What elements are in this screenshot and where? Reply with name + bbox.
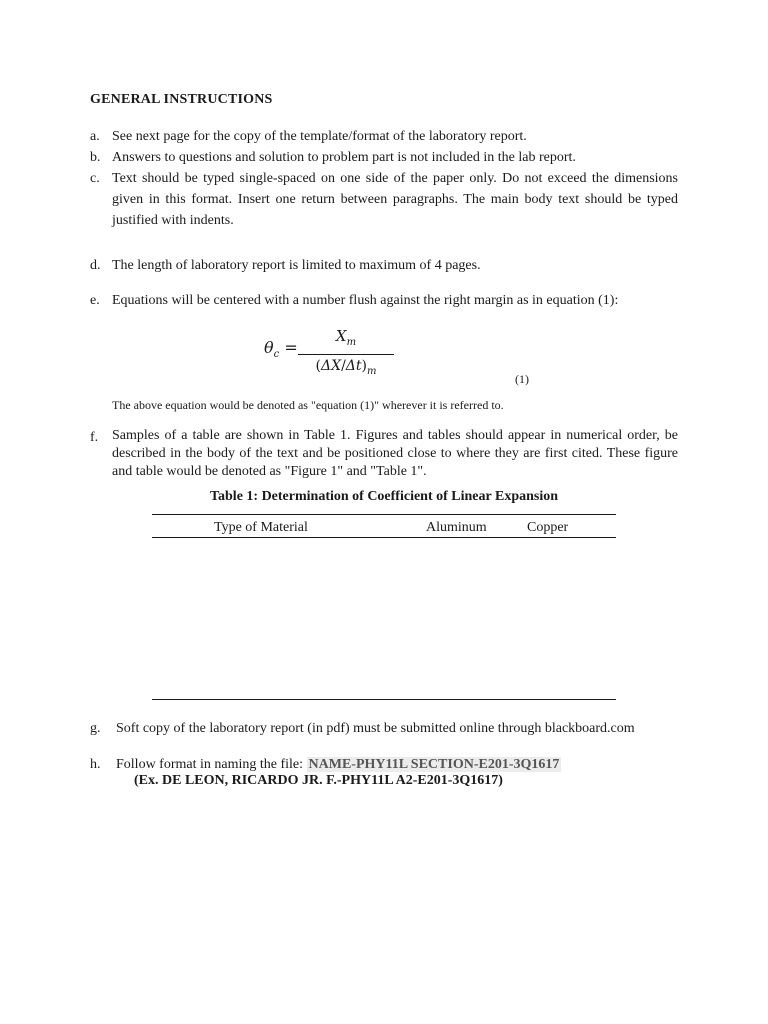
equals-sign: =	[284, 338, 298, 357]
table-header-copper: Copper	[527, 520, 569, 535]
numerator-subscript: m	[346, 337, 357, 348]
filename-example: (Ex. DE LEON, RICARDO JR. F.-PHY11L A2-E201-3Q1617)	[134, 773, 503, 788]
instruction-item-h	[90, 754, 678, 775]
equation-fraction	[298, 326, 394, 382]
item-text: Equations will be centered with a number flush against the right margin as in equation (1):	[112, 293, 619, 308]
item-marker: g.	[90, 721, 101, 736]
item-text: Text should be typed single-spaced on one side of the paper only. Do not exceed the dimensions given in this format. Insert one return between paragraphs. The main body text should be typed justified with indents.	[112, 171, 678, 228]
instruction-item-d	[90, 255, 678, 276]
item-marker: d.	[90, 258, 101, 273]
item-marker: b.	[90, 150, 101, 165]
instruction-item-g	[90, 718, 678, 739]
den-slash: /	[341, 358, 346, 374]
theta-subscript: c	[273, 349, 280, 361]
instruction-item-a	[90, 126, 678, 147]
den-close-paren: )	[361, 358, 367, 374]
item-marker: f.	[90, 430, 99, 445]
equation-numerator	[298, 326, 394, 353]
theta-symbol: θ	[264, 338, 274, 357]
item-marker: e.	[90, 293, 100, 308]
equation-number: (1)	[515, 372, 529, 386]
table-header-material: Type of Material	[214, 520, 308, 535]
section-heading: GENERAL INSTRUCTIONS	[90, 92, 273, 107]
fraction-bar	[298, 354, 394, 355]
item-text: Soft copy of the laboratory report (in pdf) must be submitted online through blackboard.com	[116, 721, 635, 736]
instruction-item-e	[90, 290, 678, 311]
filename-format: NAME-PHY11L SECTION-E201-3Q1617	[308, 757, 560, 772]
instruction-item-c	[90, 168, 678, 231]
equation-note: The above equation would be denoted as "equation (1)" wherever it is referred to.	[112, 398, 504, 412]
item-marker: h.	[90, 757, 101, 772]
table-title: Table 1: Determination of Coefficient of Linear Expansion	[209, 489, 559, 504]
den-subscript: m	[367, 365, 377, 377]
equation-lhs	[264, 338, 298, 360]
den-delta-t: Δt	[345, 358, 362, 374]
instruction-item-b	[90, 147, 678, 168]
item-text: Samples of a table are shown in Table 1. Figures and tables should appear in numerical order, be described in the body of the text and be positioned close to where they are first cited. These figure and table would be denoted as "Figure 1" and "Table 1".	[112, 428, 678, 479]
instruction-item-f	[90, 427, 678, 481]
item-text: See next page for the copy of the template/format of the laboratory report.	[112, 129, 527, 144]
numerator-symbol: X	[335, 327, 347, 345]
item-text: Answers to questions and solution to problem part is not included in the lab report.	[112, 150, 576, 165]
table-bottom-rule	[152, 699, 616, 700]
den-open-paren: (	[315, 358, 321, 374]
table-header-rule	[152, 537, 616, 538]
item-text: The length of laboratory report is limited to maximum of 4 pages.	[112, 258, 481, 273]
den-delta-x: ΔX	[320, 358, 342, 374]
table-top-rule	[152, 514, 616, 515]
item-marker: a.	[90, 129, 100, 144]
table-header-aluminum: Aluminum	[426, 520, 487, 535]
equation-denominator	[298, 356, 394, 382]
item-h-text: Follow format in naming the file:	[116, 757, 307, 772]
item-marker: c.	[90, 171, 100, 186]
item-text	[116, 754, 678, 775]
